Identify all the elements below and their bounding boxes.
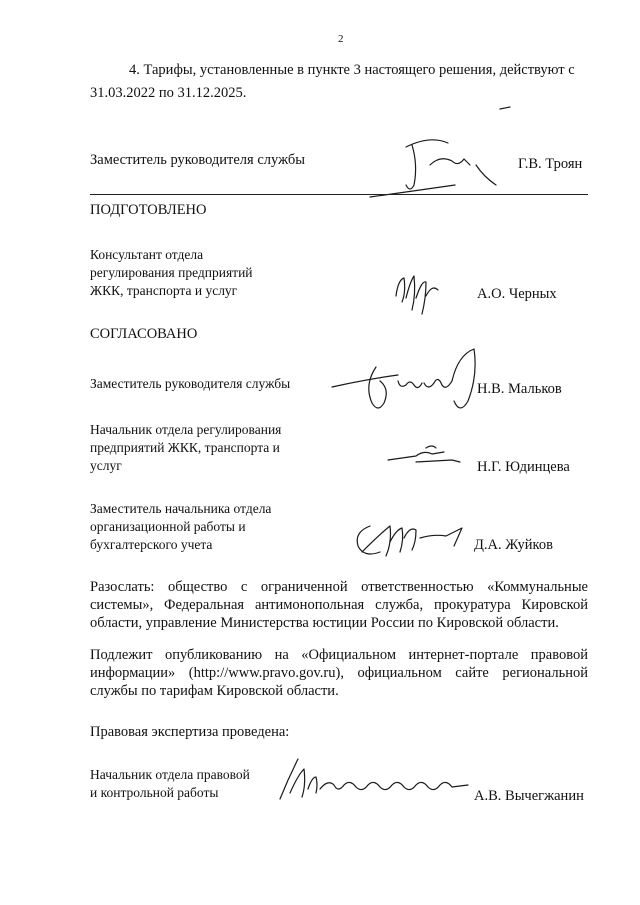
prepared-position-line-3: ЖКК, транспорта и услуг [90, 283, 238, 298]
publication-line-2: информации» (http://www.pravo.gov.ru), официальном сайте региональной [90, 665, 588, 681]
prepared-position-line-2: регулирования предприятий [90, 265, 253, 280]
legal-review-position-line-1: Начальник отдела правовой [90, 767, 250, 782]
signature-chernykh [392, 268, 442, 318]
signatory-position: Заместитель руководителя службы [90, 152, 306, 168]
distribution-line-2: системы», Федеральная антимонопольная служба, прокуратура Кировской [90, 597, 588, 613]
clause-4-line-1: 4. Тарифы, установленные в пункте 3 настоящего решения, действуют с [129, 62, 575, 78]
legal-review-name: А.В. Вычегжанин [474, 788, 584, 804]
agreed-1-name: Н.В. Мальков [477, 381, 562, 397]
signatory-name: Г.В. Троян [518, 156, 583, 172]
signature-yudintseva [386, 442, 466, 472]
agreed-2-position-line-3: услуг [90, 458, 122, 473]
page-number: 2 [338, 33, 344, 45]
agreed-2-position-line-2: предприятий ЖКК, транспорта и [90, 440, 280, 455]
agreed-2-name: Н.Г. Юдинцева [477, 459, 570, 475]
section-divider [90, 194, 588, 195]
publication-line-1: Подлежит опубликованию на «Официальном интернет-портале правовой [90, 647, 588, 663]
publication-line-3: службы по тарифам Кировской области. [90, 683, 339, 699]
agreed-3-position-line-1: Заместитель начальника отдела [90, 501, 272, 516]
signature-zhuikov [350, 512, 475, 562]
distribution-line-3: области, управление Министерства юстиции России по Кировской области. [90, 615, 559, 631]
agreed-3-position-line-3: бухгалтерского учета [90, 537, 213, 552]
prepared-position-line-1: Консультант отдела [90, 247, 204, 262]
distribution-line-1: Разослать: общество с ограниченной ответственностью «Коммунальные [90, 579, 588, 595]
signature-troyan [360, 105, 510, 200]
legal-review-position-line-2: и контрольной работы [90, 785, 219, 800]
prepared-heading: ПОДГОТОВЛЕНО [90, 202, 207, 218]
agreed-3-name: Д.А. Жуйков [474, 537, 553, 553]
clause-4-line-2: 31.03.2022 по 31.12.2025. [90, 85, 247, 101]
legal-review-statement: Правовая экспертиза проведена: [90, 724, 290, 740]
agreed-1-position-line-1: Заместитель руководителя службы [90, 376, 291, 391]
agreed-heading: СОГЛАСОВАНО [90, 326, 198, 342]
prepared-name: А.О. Черных [477, 286, 557, 302]
signature-vychegzhanin [268, 755, 478, 805]
agreed-3-position-line-2: организационной работы и [90, 519, 246, 534]
agreed-2-position-line-1: Начальник отдела регулирования [90, 422, 282, 437]
signature-malkov [328, 345, 478, 420]
